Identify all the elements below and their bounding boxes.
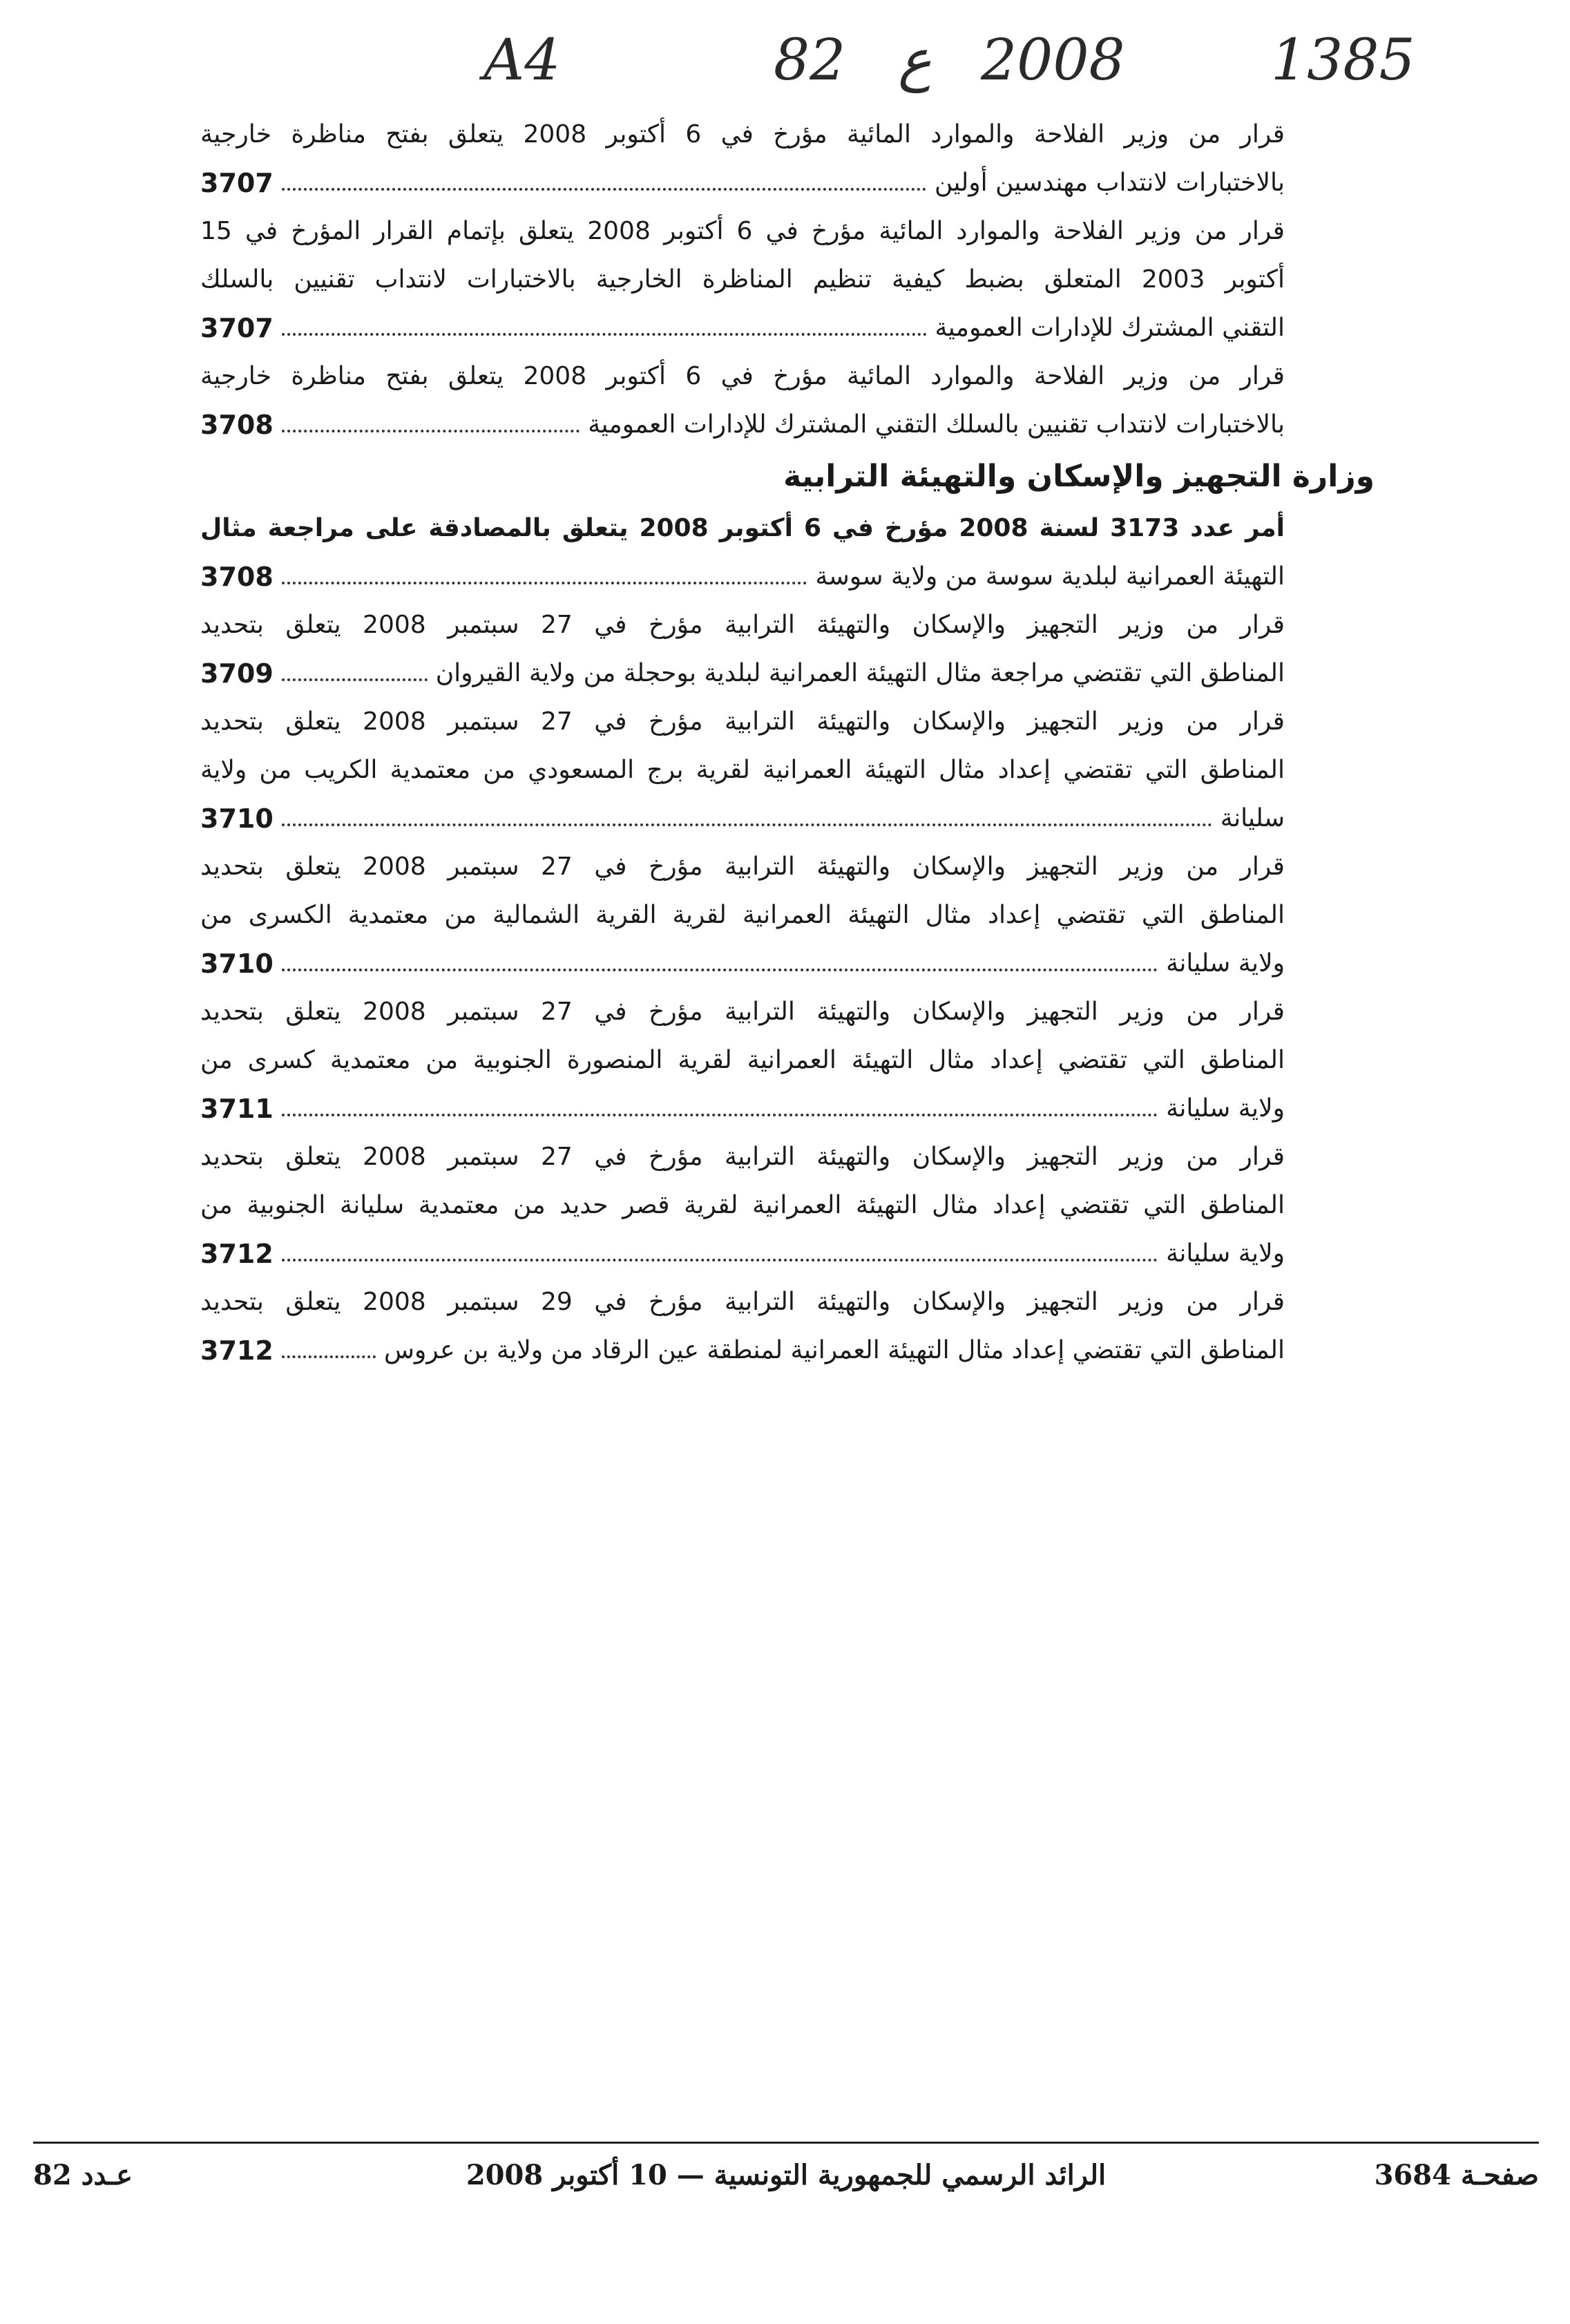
entry-line: قرار من وزير التجهيز والإسكان والتهيئة الترابية مؤرخ في 29 سبتمبر 2008 يتعلق بتحديد: [200, 1288, 1285, 1316]
dot-leader: [282, 333, 927, 336]
handwritten-year: 2008: [981, 28, 1125, 93]
entry-last-line: [200, 159, 1285, 207]
entry-line: أكتوبر 2003 المتعلق بضبط كيفية تنظيم المناظرة الخارجية بالاختبارات لانتداب تقنيين بالسلك: [200, 265, 1285, 294]
entry-last-line: [200, 304, 1285, 352]
entry-page-number: 3712: [200, 1239, 274, 1269]
entry-text: التقني المشترك للإدارات العمومية: [935, 314, 1285, 342]
dot-leader: [282, 188, 926, 191]
toc-entry: [200, 352, 1285, 449]
toc-entry: [200, 601, 1285, 698]
entry-page-number: 3710: [200, 949, 274, 979]
entry-line: المناطق التي تقتضي إعداد مثال التهيئة العمرانية لقرية قصر حديد من معتمدية سليانة الجنوبية من: [200, 1191, 1285, 1219]
toc-entry: [200, 1133, 1285, 1278]
handwritten-letter: ع: [898, 28, 932, 93]
entry-last-line: [200, 1085, 1285, 1133]
entry-page-number: 3707: [200, 313, 274, 343]
entry-page-number: 3709: [200, 658, 274, 689]
entry-text: ولاية سليانة: [1166, 1239, 1285, 1268]
entry-line: قرار من وزير الفلاحة والموارد المائية مؤرخ في 6 أكتوبر 2008 يتعلق بفتح مناظرة خارجية: [200, 120, 1285, 149]
toc-entry: [200, 843, 1285, 988]
entry-line: المناطق التي تقتضي إعداد مثال التهيئة العمرانية لقرية القرية الشمالية من معتمدية الكسرى من: [200, 901, 1285, 929]
entry-line: قرار من وزير التجهيز والإسكان والتهيئة الترابية مؤرخ في 27 سبتمبر 2008 يتعلق بتحديد: [200, 998, 1285, 1026]
dot-leader: [282, 1355, 376, 1358]
entry-text: بالاختبارات لانتداب مهندسين أولين: [935, 169, 1285, 197]
handwritten-issue: 82: [774, 28, 846, 93]
page-footer: [33, 2159, 1539, 2207]
entry-line: قرار من وزير الفلاحة والموارد المائية مؤرخ في 6 أكتوبر 2008 يتعلق بفتح مناظرة خارجية: [200, 362, 1285, 390]
footer-page-number: صفحـة 3684: [1374, 2159, 1539, 2191]
table-of-contents: [200, 111, 1375, 1375]
entry-last-line: [200, 1326, 1285, 1375]
entry-page-number: 3712: [200, 1335, 274, 1366]
toc-entry: [200, 988, 1285, 1133]
entry-last-line: [200, 649, 1285, 698]
dot-leader: [282, 1114, 1158, 1116]
entry-line: قرار من وزير الفلاحة والموارد المائية مؤرخ في 6 أكتوبر 2008 يتعلق بإتمام القرار المؤرخ في 15: [200, 217, 1285, 245]
toc-entry: [200, 207, 1285, 352]
entry-line: المناطق التي تقتضي إعداد مثال التهيئة العمرانية لقرية برج المسعودي من معتمدية الكريب من ولاية: [200, 756, 1285, 784]
dot-leader: [282, 582, 807, 584]
dot-leader: [282, 1259, 1158, 1261]
entry-page-number: 3711: [200, 1094, 274, 1124]
toc-entry: [200, 1278, 1285, 1375]
entry-last-line: [200, 940, 1285, 988]
handwritten-number: 1385: [1271, 28, 1415, 93]
dot-leader: [282, 823, 1212, 826]
entry-line: قرار من وزير التجهيز والإسكان والتهيئة الترابية مؤرخ في 27 سبتمبر 2008 يتعلق بتحديد: [200, 707, 1285, 736]
entry-text: المناطق التي تقتضي إعداد مثال التهيئة العمرانية لمنطقة عين الرقاد من ولاية بن عروس: [383, 1336, 1285, 1364]
ministry-heading: وزارة التجهيز والإسكان والتهيئة الترابية: [783, 459, 1375, 494]
entry-page-number: 3708: [200, 410, 274, 440]
dot-leader: [282, 430, 580, 432]
toc-entry: [200, 698, 1285, 843]
decree-entry: [200, 504, 1285, 601]
entry-last-line: [200, 794, 1285, 843]
agriculture-entries: [200, 111, 1285, 449]
handwritten-a4: A4: [484, 28, 561, 93]
entry-last-line: [200, 553, 1285, 601]
entry-page-number: 3707: [200, 168, 274, 198]
entry-text: سليانة: [1220, 804, 1285, 832]
footer-rule: [33, 2142, 1539, 2144]
entry-page-number: 3710: [200, 803, 274, 834]
dot-leader: [282, 969, 1158, 971]
footer-issue-number: عـدد 82: [33, 2159, 133, 2191]
entry-last-line: [200, 1230, 1285, 1278]
entry-text: ولاية سليانة: [1166, 949, 1285, 978]
dot-leader: [282, 678, 428, 681]
toc-entry: [200, 111, 1285, 207]
entry-line: قرار من وزير التجهيز والإسكان والتهيئة الترابية مؤرخ في 27 سبتمبر 2008 يتعلق بتحديد: [200, 1143, 1285, 1171]
entry-last-line: [200, 401, 1285, 449]
entry-text: المناطق التي تقتضي مراجعة مثال التهيئة العمرانية لبلدية بوحجلة من ولاية القيروان: [435, 659, 1285, 687]
entry-line: المناطق التي تقتضي إعداد مثال التهيئة العمرانية لقرية المنصورة الجنوبية من معتمدية كسرى من: [200, 1046, 1285, 1074]
footer-publication-title: الرائد الرسمي للجمهورية التونسية — 10 أكتوبر 2008: [466, 2159, 1107, 2191]
entry-text: بالاختبارات لانتداب تقنيين بالسلك التقني المشترك للإدارات العمومية: [588, 410, 1285, 439]
entry-text: ولاية سليانة: [1166, 1094, 1285, 1123]
equipment-entries: [200, 601, 1285, 1375]
entry-line: قرار من وزير التجهيز والإسكان والتهيئة الترابية مؤرخ في 27 سبتمبر 2008 يتعلق بتحديد: [200, 853, 1285, 881]
entry-page-number: 3708: [200, 562, 274, 592]
entry-line: قرار من وزير التجهيز والإسكان والتهيئة الترابية مؤرخ في 27 سبتمبر 2008 يتعلق بتحديد: [200, 611, 1285, 639]
entry-line: أمر عدد 3173 لسنة 2008 مؤرخ في 6 أكتوبر 2008 يتعلق بالمصادقة على مراجعة مثال: [200, 514, 1285, 542]
entry-text: التهيئة العمرانية لبلدية سوسة من ولاية سوسة: [815, 562, 1285, 591]
